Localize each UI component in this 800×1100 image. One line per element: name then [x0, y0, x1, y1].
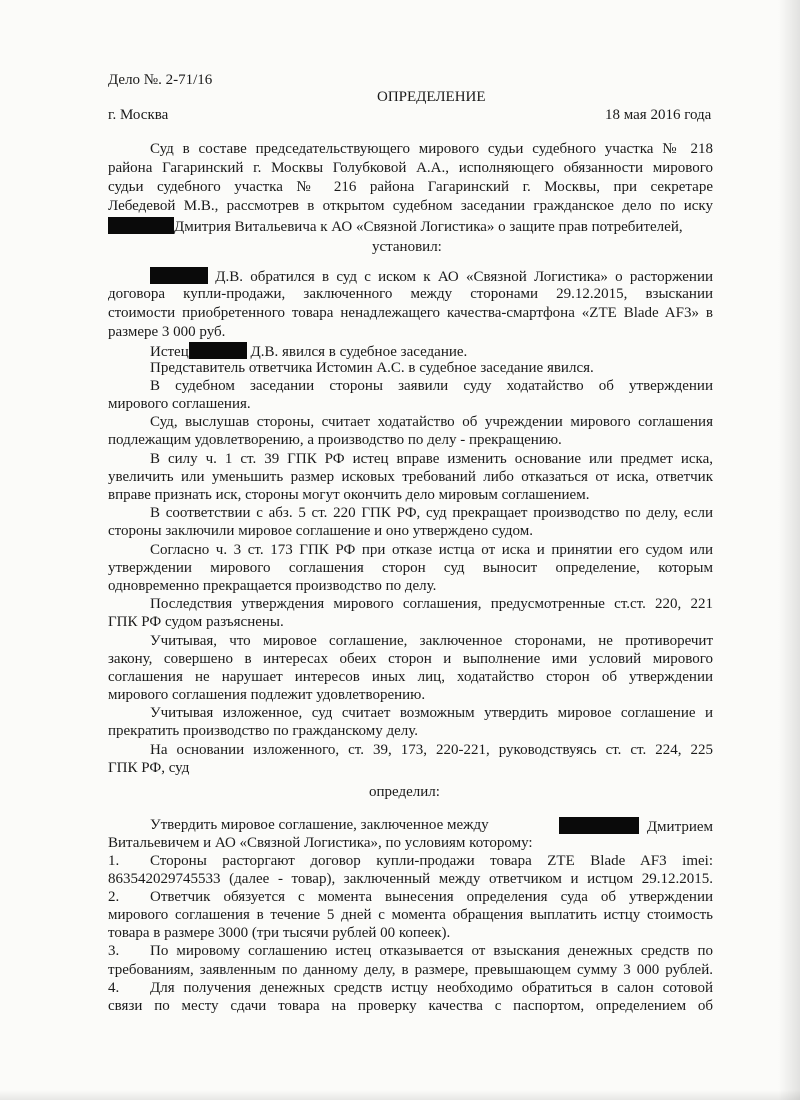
- body-line: прекратить производство по гражданскому делу.: [108, 723, 419, 739]
- redacted-name: [559, 817, 639, 834]
- body-line: мирового соглашения.: [108, 396, 251, 412]
- body-line: В силу ч. 1 ст. 39 ГПК РФ истец вправе изменить основание или предмет иска,: [150, 451, 713, 467]
- body-line: В соответствии с абз. 5 ст. 220 ГПК РФ, суд прекращает производство по делу, если: [150, 505, 713, 521]
- intro-line: [108, 217, 683, 236]
- ruling-line: Витальевичем и АО «Связной Логистика», по условиям которому:: [108, 835, 533, 851]
- body-line: стороны заключили мировое соглашение и оно утверждено судом.: [108, 523, 533, 539]
- body-line: утверждении мирового соглашения сторон суд выносит определение, которым: [108, 560, 713, 576]
- redacted-name: [150, 267, 208, 284]
- body-line: размере 3 000 руб.: [108, 324, 226, 340]
- ruling-line: По мировому соглашению истец отказывается от взыскания денежных средств по: [150, 943, 713, 959]
- body-line: Согласно ч. 3 ст. 173 ГПК РФ при отказе истца от иска и принятии его судом или: [150, 542, 713, 558]
- ruling-line: [150, 817, 713, 836]
- body-line: Суд, выслушав стороны, считает ходатайство об учреждении мирового соглашения: [150, 414, 713, 430]
- body-line: [150, 267, 713, 286]
- intro-line: района Гагаринский г. Москвы Голубковой А.А., исполняющего обязанности мирового: [108, 160, 713, 176]
- body-line: Представитель ответчика Истомин А.С. в судебное заседание явился.: [150, 360, 594, 376]
- decided-heading: определил:: [369, 784, 440, 800]
- intro-line: Суд в составе председательствующего мирового судьи судебного участка № 218: [150, 141, 713, 157]
- ruling-text: Дмитрием: [646, 819, 713, 835]
- page-edge-shadow: [778, 0, 800, 1100]
- document-date: 18 мая 2016 года: [605, 107, 712, 123]
- document-title: ОПРЕДЕЛЕНИЕ: [377, 89, 486, 105]
- body-line: вправе признать иск, стороны могут окончить дело мировым соглашением.: [108, 487, 590, 503]
- body-text: Истец: [150, 344, 189, 360]
- redacted-name: [189, 342, 247, 359]
- intro-line: Лебедевой М.В., рассмотрев в открытом судебном заседании гражданское дело по иску: [108, 198, 713, 214]
- ruling-item-number: 2.: [108, 889, 120, 905]
- case-number: Дело №. 2-71/16: [108, 72, 213, 88]
- ruling-line: Стороны расторгают договор купли-продажи товара ZTE Blade AF3 imei:: [150, 853, 713, 869]
- ruling-line: мирового соглашения в течение 5 дней с момента обращения выплатить истцу стоимость: [108, 907, 713, 923]
- page-edge-shadow: [0, 1090, 800, 1100]
- body-line: мирового соглашения подлежит удовлетворению.: [108, 687, 426, 703]
- body-line: договора купли-продажи, заключенного между сторонами 29.12.2015, взыскании: [108, 286, 713, 302]
- ruling-text-group: [559, 817, 713, 836]
- redacted-name: [108, 217, 174, 234]
- body-text: Д.В. обратился в суд с иском к АО «Связной Логистика» о расторжении: [215, 269, 714, 285]
- ruling-line: требованиям, заявленным по данному делу, в размере, превышающем сумму 3 000 рублей.: [108, 962, 713, 978]
- body-text: Д.В. явился в судебное заседание.: [250, 344, 468, 360]
- body-line: Последствия утверждения мирового соглашения, предусмотренные ст.ст. 220, 221: [150, 596, 713, 612]
- city: г. Москва: [108, 107, 169, 123]
- ruling-item-number: 3.: [108, 943, 120, 959]
- body-line: Учитывая, что мировое соглашение, заключенное сторонами, не противоречит: [150, 633, 713, 649]
- body-line: ГПК РФ, суд: [108, 760, 190, 776]
- ruling-line: 863542029745533 (далее - товар), заключенный между ответчиком и истцом 29.12.2015.: [108, 871, 713, 887]
- ruling-text: Утвердить мировое соглашение, заключенное между: [150, 817, 489, 833]
- body-line: стоимости приобретенного товара ненадлежащего качества-смартфона «ZTE Blade AF3» в: [108, 305, 713, 321]
- body-line: ГПК РФ судом разъяснены.: [108, 614, 284, 630]
- body-line: увеличить или уменьшить размер исковых требований либо отказаться от иска, ответчик: [108, 469, 713, 485]
- intro-text: Дмитрия Витальевича к АО «Связной Логистика» о защите прав потребителей,: [174, 219, 683, 235]
- intro-line: судьи судебного участка № 216 района Гагаринский г. Москвы, при секретаре: [108, 179, 713, 195]
- body-line: [150, 342, 467, 361]
- body-line: На основании изложенного, ст. 39, 173, 220-221, руководствуясь ст. ст. 224, 225: [150, 742, 713, 758]
- body-line: одновременно прекращается производство по делу.: [108, 578, 437, 594]
- body-line: Учитывая изложенное, суд считает возможным утвердить мировое соглашение и: [150, 705, 713, 721]
- body-line: закону, совершено в интересах обеих сторон и выполнение ими условий мирового: [108, 651, 713, 667]
- ruling-line: товара в размере 3000 (три тысячи рублей 00 копеек).: [108, 925, 451, 941]
- ruling-line: Для получения денежных средств истцу необходимо обратиться в салон сотовой: [150, 980, 713, 996]
- ruling-line: связи по месту сдачи товара на проверку качества с паспортом, определением об: [108, 998, 713, 1014]
- ruling-line: Ответчик обязуется с момента вынесения определения суда об утверждении: [150, 889, 713, 905]
- ruling-item-number: 4.: [108, 980, 120, 996]
- body-line: В судебном заседании стороны заявили суду ходатайство об утверждении: [150, 378, 713, 394]
- ruling-item-number: 1.: [108, 853, 120, 869]
- established-heading: установил:: [372, 239, 442, 255]
- body-line: подлежащим удовлетворению, а производство по делу - прекращению.: [108, 432, 562, 448]
- body-line: соглашения не нарушает интересов иных лиц, ходатайство сторон об утверждении: [108, 669, 713, 685]
